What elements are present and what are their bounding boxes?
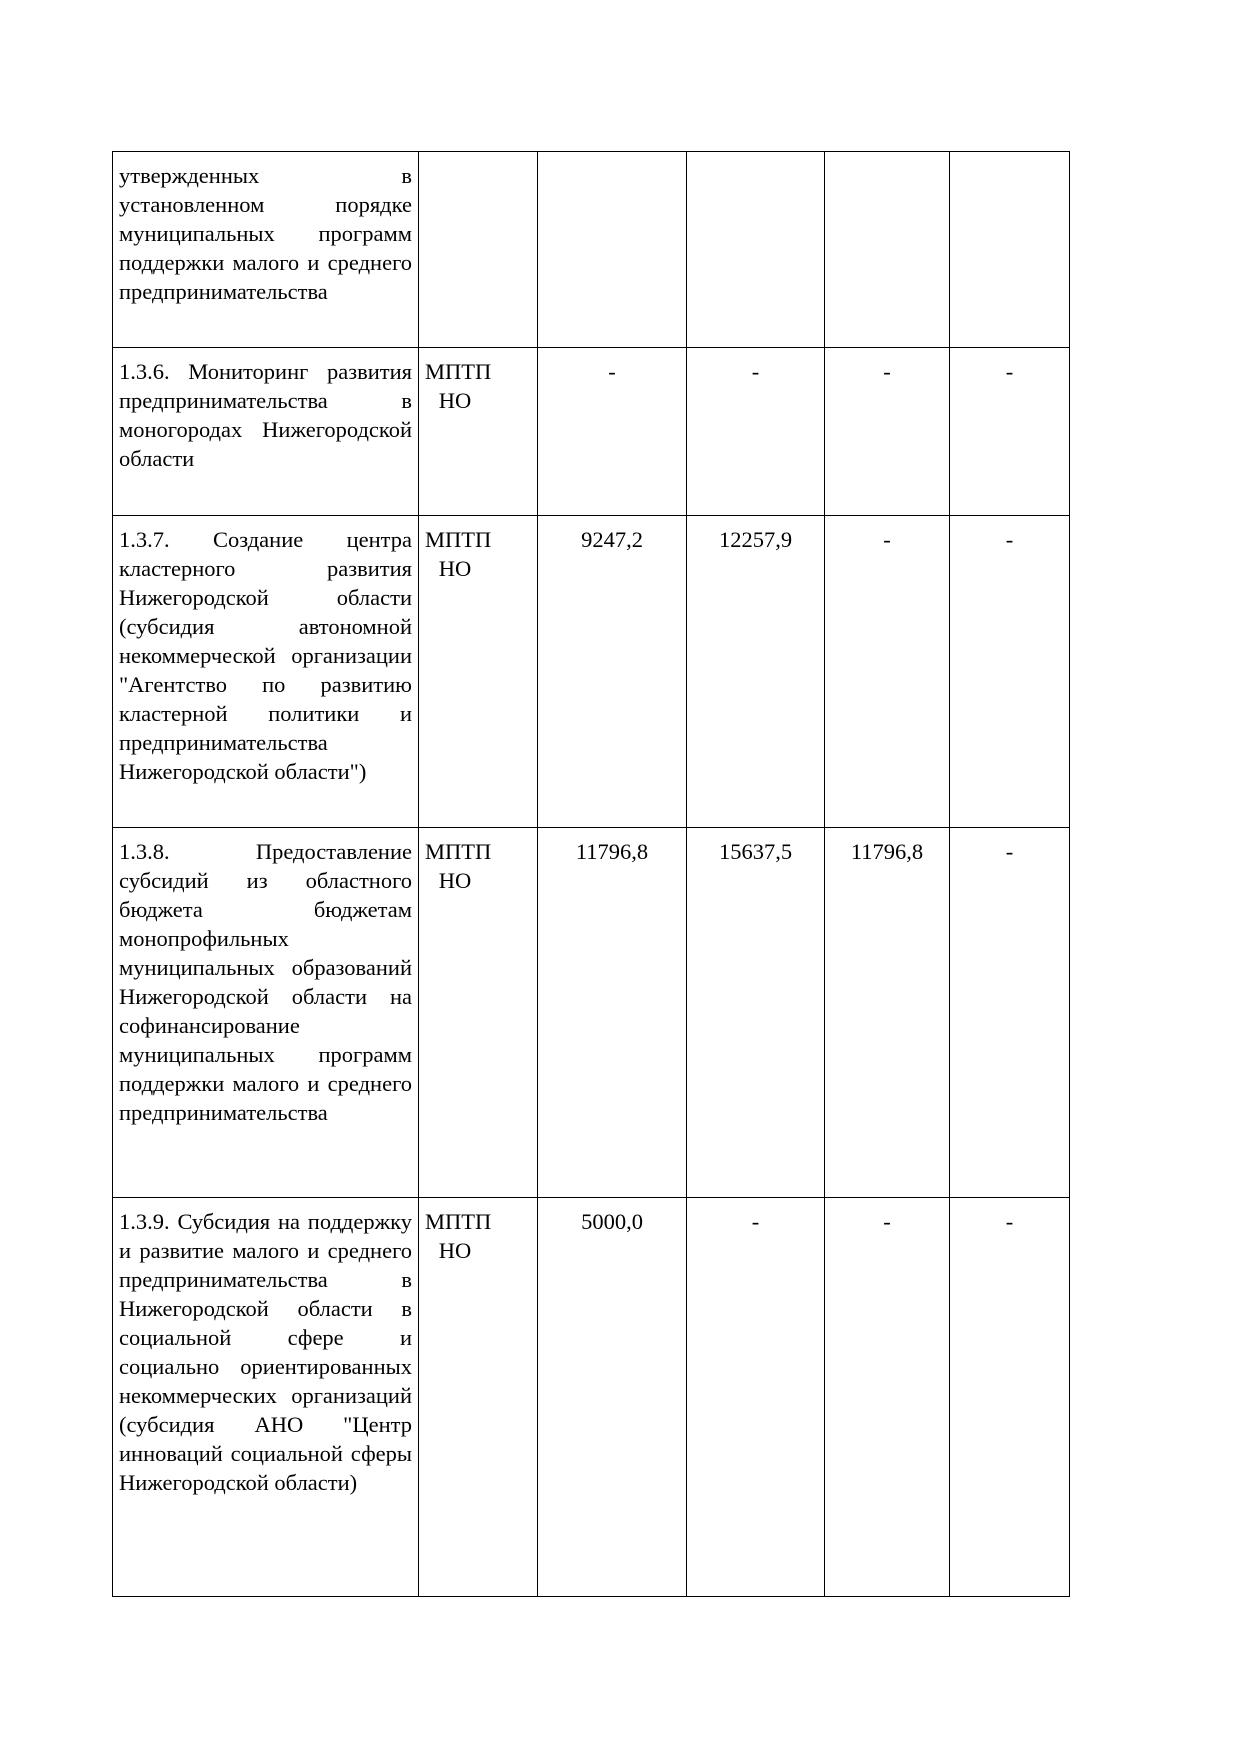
value-cell: 15637,5: [687, 828, 825, 1198]
executor-cell: МПТП НО: [419, 1198, 538, 1597]
executor-cell: МПТП НО: [419, 828, 538, 1198]
measure-name-cell: 1.3.9. Субсидия на поддержку и развитие малого и среднего предпринимательства в Нижегородской области в социальной сфере и социально ориентированных некоммерческих организаций (субсидия АНО "Центр инноваций социальной сферы Нижегородской области): [113, 1198, 419, 1597]
value-cell: -: [687, 348, 825, 516]
table-row: [113, 152, 1070, 348]
table-row: [113, 828, 1070, 1198]
value-cell: -: [825, 348, 950, 516]
value-cell: 12257,9: [687, 516, 825, 828]
executor-cell: МПТП НО: [419, 348, 538, 516]
table-row: [113, 516, 1070, 828]
value-cell: 9247,2: [538, 516, 687, 828]
executor-cell: [419, 152, 538, 348]
table-row: [113, 1198, 1070, 1597]
value-cell: 5000,0: [538, 1198, 687, 1597]
value-cell: -: [950, 828, 1070, 1198]
value-cell: -: [687, 1198, 825, 1597]
value-cell: -: [950, 1198, 1070, 1597]
executor-cell: МПТП НО: [419, 516, 538, 828]
value-cell: -: [538, 348, 687, 516]
table-row: [113, 348, 1070, 516]
measure-name-cell: 1.3.6. Мониторинг развития предпринимательства в моногородах Нижегородской области: [113, 348, 419, 516]
value-cell: -: [950, 348, 1070, 516]
value-cell: [538, 152, 687, 348]
value-cell: 11796,8: [538, 828, 687, 1198]
value-cell: 11796,8: [825, 828, 950, 1198]
value-cell: [950, 152, 1070, 348]
value-cell: -: [825, 1198, 950, 1597]
value-cell: -: [950, 516, 1070, 828]
program-table: [112, 151, 1070, 1597]
measure-name-cell: 1.3.7. Создание центра кластерного развития Нижегородской области (субсидия автономной некоммерческой организации "Агентство по развитию кластерной политики и предпринимательства Нижегородской области"): [113, 516, 419, 828]
value-cell: [687, 152, 825, 348]
value-cell: [825, 152, 950, 348]
measure-name-cell: 1.3.8. Предоставление субсидий из областного бюджета бюджетам монопрофильных муниципальных образований Нижегородской области на софинансирование муниципальных программ поддержки малого и среднего предпринимательства: [113, 828, 419, 1198]
measure-name-cell: утвержденных в установленном порядке муниципальных программ поддержки малого и среднего предпринимательства: [113, 152, 419, 348]
value-cell: -: [825, 516, 950, 828]
